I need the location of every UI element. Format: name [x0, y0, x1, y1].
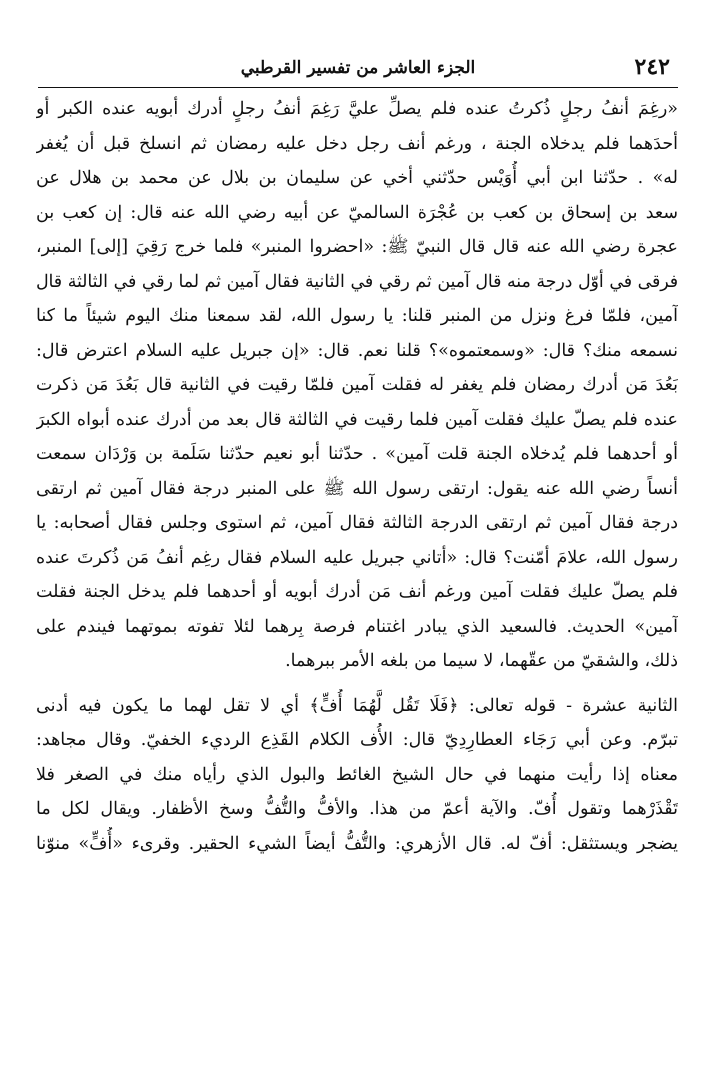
- header-rule: [38, 87, 678, 88]
- page-number: ٢٤٢: [634, 54, 670, 80]
- text-line: أنساً رضي الله عنه يقول: ارتقى رسول الله ﷺ على المنبر درجة فقال آمين ثم ارتقى: [36, 478, 678, 499]
- text-line: نسمعه منك؟ قال: «وسمعتموه»؟ قلنا نعم. قال: «إن جبريل عليه السلام اعترض قال:: [36, 340, 678, 361]
- text-line: عجرة رضي الله عنه قال قال النبيّ ﷺ: «احضروا المنبر» فلما خرج رَقِيَ [إلى] المنبر،: [36, 237, 678, 257]
- text-line: تبرّم. وعن أبي رَجَاء العطارِدِيّ قال: الأُف الكلام القَذِع الرديء الخفيّ. وقال مجاهد:: [36, 730, 678, 750]
- text-line: فلم يصلّ عليك فقلت آمين ورغم أنف مَن أدرك أبويه أو أحدهما فلم يدخل الجنة فقلت: [36, 582, 678, 602]
- text-line: آمين، فلمّا فرغ ونزل من المنبر قلنا: يا رسول الله، لقد سمعنا منك اليوم شيئاً ما كنا: [36, 306, 678, 326]
- paragraph-twelfth-point: [36, 689, 678, 862]
- text-line: معناه إذا رأيت منهما في حال الشيخ الغائط والبول الذي رأياه منك في الصغر فلا: [36, 764, 678, 785]
- text-line: ذلك، والشقيّ من عقّهما، لا سيما من بلغه الأمر ببرهما.: [285, 651, 678, 671]
- text-line: تَقْذَرْهما وتقول أُفّ. والآية أعمّ من هذا. والأفُّ والتُّفُّ وسخ الأظفار. ويقال لكل ما: [36, 799, 678, 819]
- text-line: درجة فقال آمين ثم ارتقى الدرجة الثالثة فقال آمين، ثم استوى وجلس فقال أصحابه: يا: [36, 513, 678, 533]
- running-title: الجزء العاشر من تفسير القرطبي: [240, 58, 476, 78]
- text-line: رسول الله، علامَ أمّنت؟ قال: «أتاني جبريل عليه السلام فقال رغِم أنفُ مَن ذُكرتَ عنده: [36, 547, 678, 568]
- text-line: فرقى في أوّل درجة منه قال آمين ثم رقي في الثانية فقال آمين ثم لما رقي في الثالثة قال: [36, 271, 678, 292]
- text-line: أحدَهما فلم يدخلاه الجنة ، ورغم أنف رجل دخل عليه رمضان ثم انسلخ قبل أن يُغفر: [36, 133, 678, 154]
- text-line: سعد بن إسحاق بن كعب بن عُجْرَة السالميّ عن أبيه رضي الله عنه قال: إن كعب بن: [36, 202, 678, 223]
- paragraph-hadith: [36, 92, 678, 679]
- text-line: بَعُدَ مَن أدرك رمضان فلم يغفر له فقلت آمين فلمّا رقيت في الثانية قال بَعُدَ مَن ذكرت: [36, 375, 678, 395]
- paragraph-gap: [36, 679, 678, 689]
- text-line: آمين» الحديث. فالسعيد الذي يبادر اغتنام فرصة بِرهما لئلا تفوته بموتهما فيندم على: [36, 616, 678, 637]
- text-line: أو أحدهما فلم يُدخلاه الجنة قلت آمين» . حدّثنا أبو نعيم حدّثنا سَلَمة بن وَرْدَان سمعت: [36, 444, 678, 464]
- text-line: «رغِمَ أنفُ رجلٍ ذُكرتُ عنده فلم يصلِّ عليَّ رَغِمَ أنفُ رجلٍ أدرك أبويه عنده الكبر أو: [36, 99, 678, 119]
- running-header: [38, 52, 678, 88]
- text-line: عنده فلم يصلّ عليك فقلت آمين فلما رقيت في الثالثة قال بعد من أدرك عنده أبواه الكبرَ: [36, 409, 678, 430]
- text-line: له» . حدّثنا ابن أبي أُوَيْس حدّثني أخي عن سليمان بن بلال عن محمد بن هلال عن: [36, 168, 678, 188]
- text-line: يضجر ويستثقل: أفّ له. قال الأزهري: والتُّفُّ أيضاً الشيء الحقير. وقرىء «أُفٍّ» منوّنا: [36, 833, 678, 854]
- text-line: الثانية عشرة - قوله تعالى: ﴿فَلَا تَقُل لَّهُمَا أُفٍّ﴾ أي لا تقل لهما ما يكون فيه أدنى: [36, 695, 678, 716]
- body-text: [36, 92, 678, 861]
